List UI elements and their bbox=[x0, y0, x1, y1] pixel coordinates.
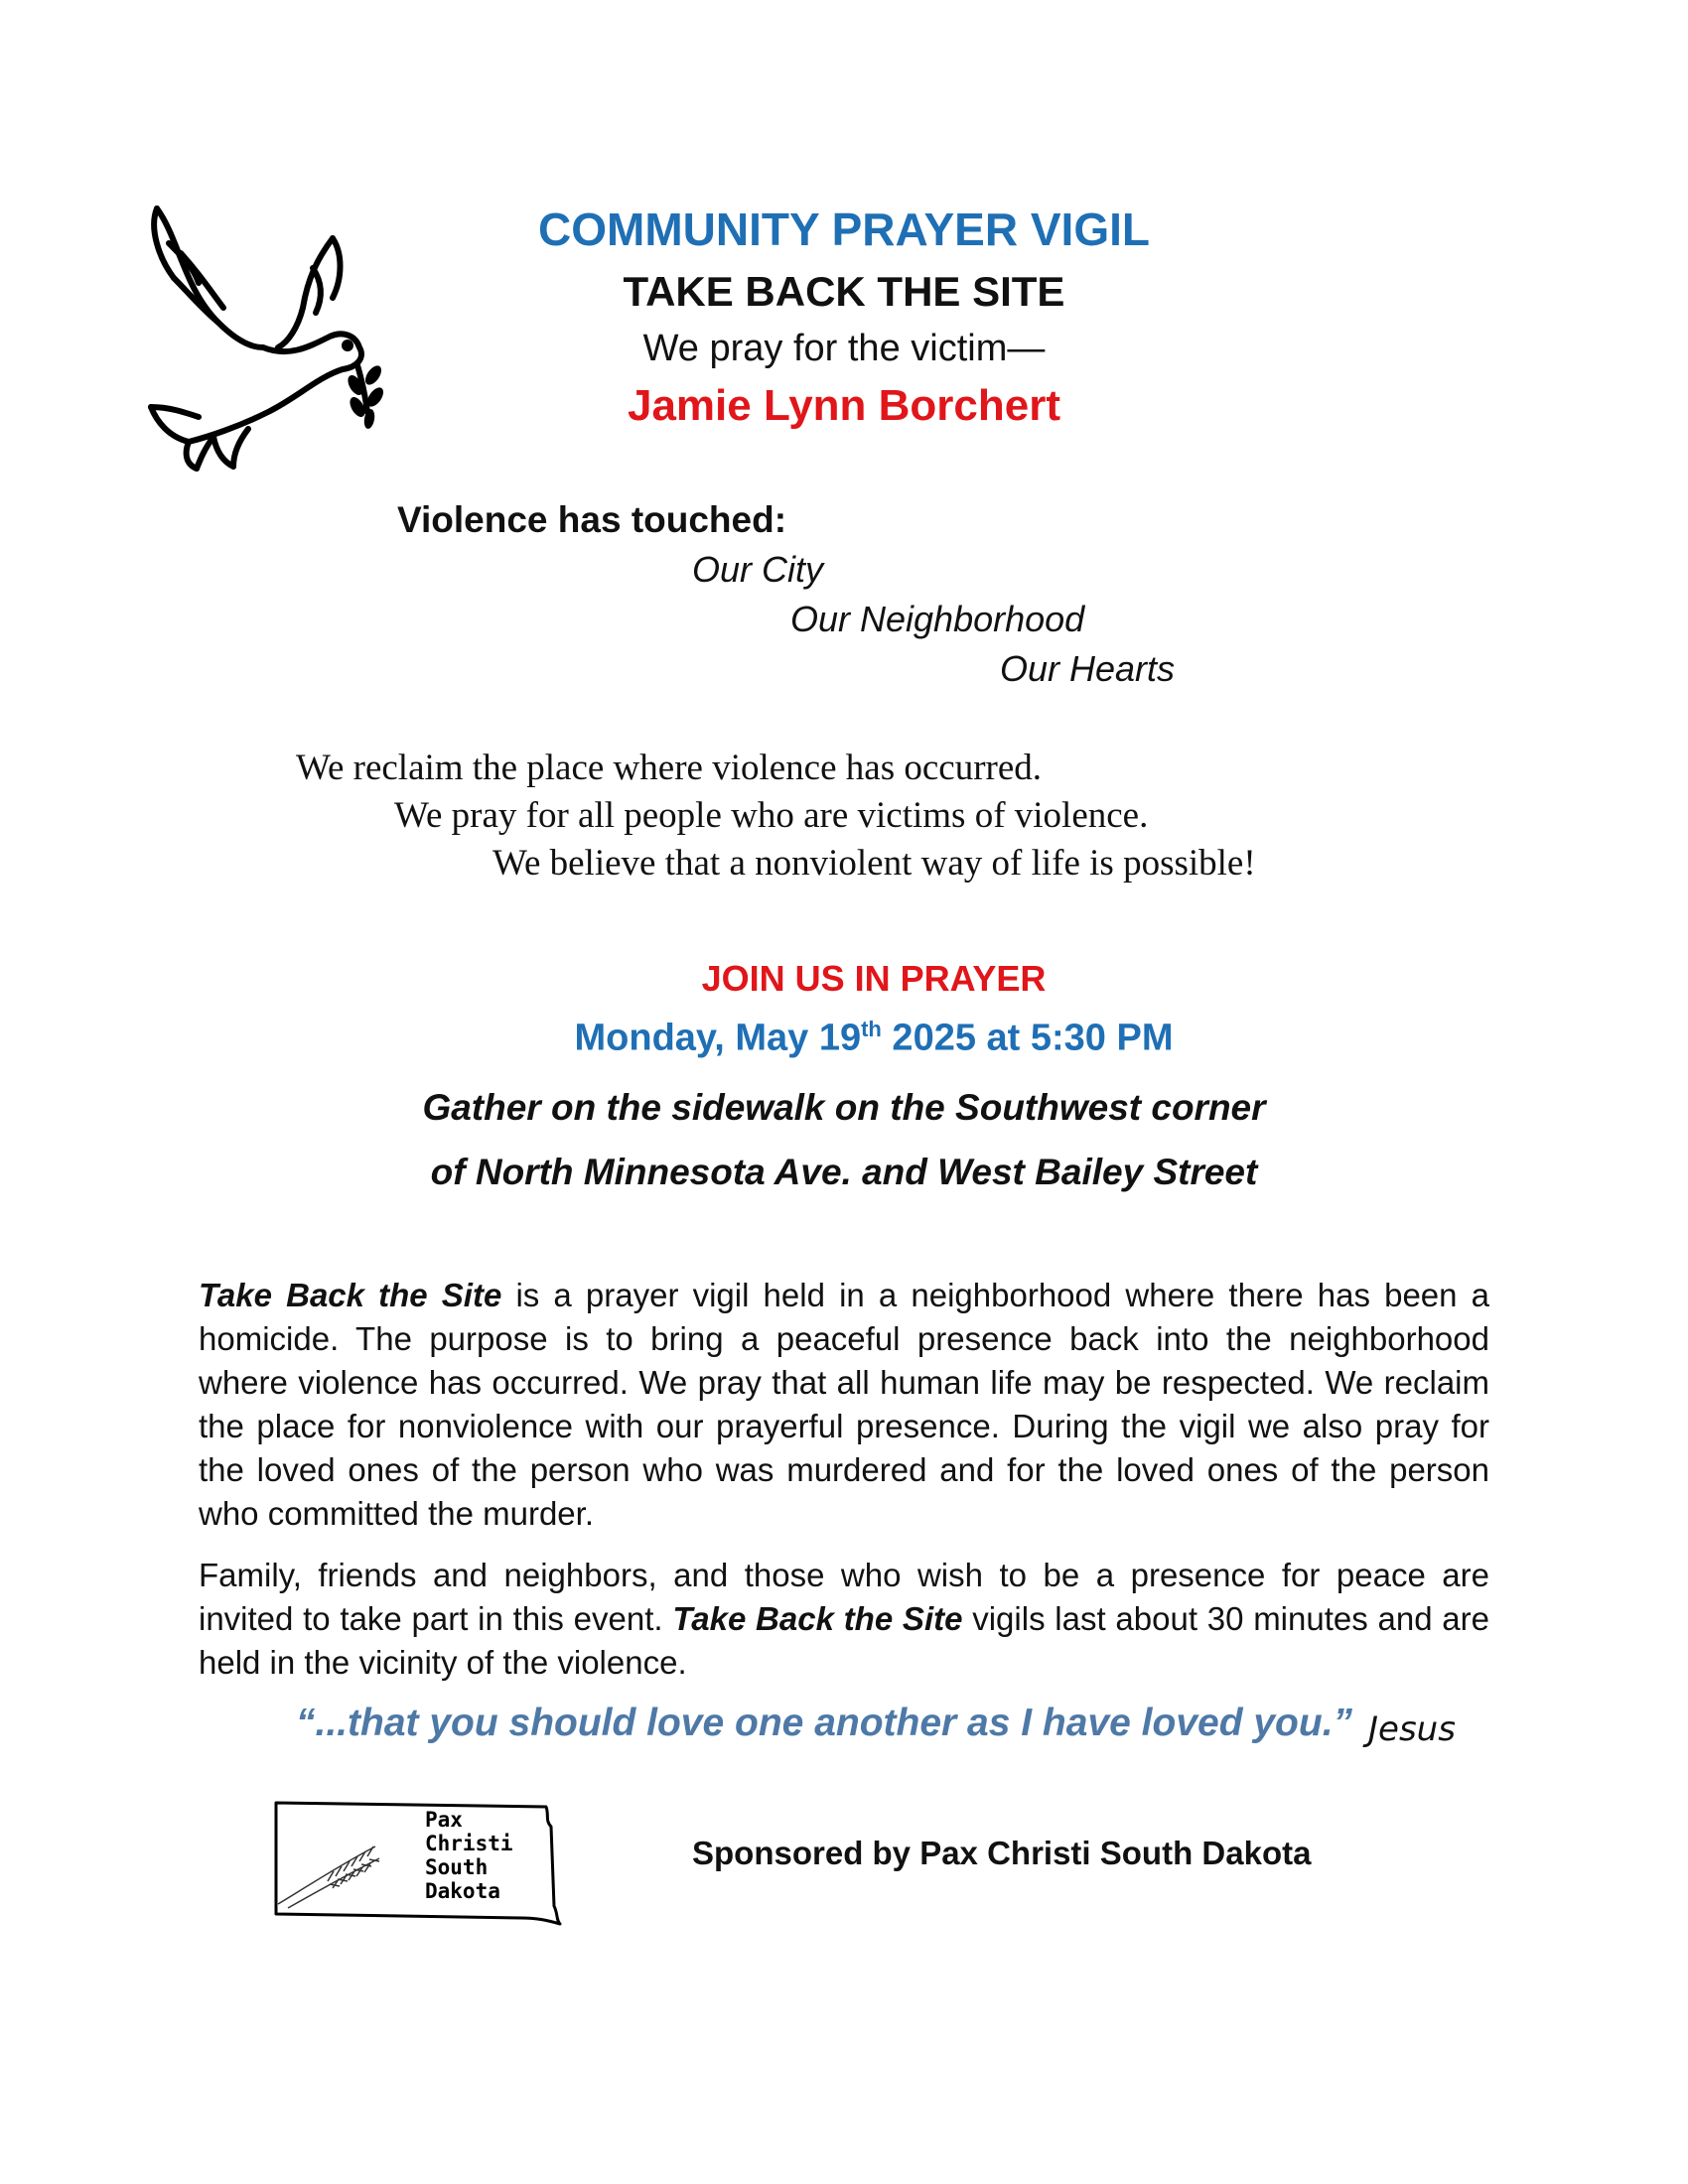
page-title: COMMUNITY PRAYER VIGIL bbox=[538, 204, 1150, 255]
violence-heading: Violence has touched: bbox=[397, 499, 787, 540]
event-location-line: of North Minnesota Ave. and West Bailey Street bbox=[430, 1152, 1258, 1192]
event-date-time: 2025 at 5:30 PM bbox=[881, 1017, 1174, 1059]
description-text: vigils last about 30 minutes and are held in the vicinity of the violence. bbox=[199, 1600, 1489, 1681]
logo-text: Dakota bbox=[425, 1879, 500, 1903]
description-text: is a prayer vigil held in a neighborhood where there has been a homicide. The purpose is to bring a peaceful presence back into the neighborhood where violence has occurred. We pray that all human life may be respected. We reclaim the place for nonviolence with our prayerful presence. During the vigil we also pray for the loved ones of the person who was murdered and for the loved ones of the person who committed the murder. bbox=[199, 1277, 1489, 1532]
logo-text: Pax bbox=[425, 1808, 463, 1832]
sponsor-line: Sponsored by Pax Christi South Dakota bbox=[692, 1835, 1312, 1871]
description-text: Family, friends and neighbors, and those who wish to be a presence for peace are invited to take part in this event. bbox=[199, 1557, 1489, 1637]
wheat-icon bbox=[278, 1846, 379, 1908]
program-name: Take Back the Site bbox=[199, 1277, 502, 1313]
reclaim-line: We reclaim the place where violence has occurred. bbox=[296, 748, 1043, 788]
violence-line: Our City bbox=[692, 549, 824, 590]
event-date-suffix: th bbox=[861, 1017, 882, 1041]
victim-name: Jamie Lynn Borchert bbox=[627, 381, 1061, 430]
program-name: Take Back the Site bbox=[672, 1600, 963, 1637]
reclaim-line: We pray for all people who are victims of violence. bbox=[394, 795, 1149, 836]
scripture-quote: “...that you should love one another as I have loved you.” bbox=[296, 1702, 1353, 1744]
logo-text: Christi bbox=[425, 1832, 513, 1855]
event-location-line: Gather on the sidewalk on the Southwest corner bbox=[422, 1087, 1266, 1128]
south-dakota-outline bbox=[276, 1803, 560, 1924]
event-date-main: Monday, May 19 bbox=[574, 1017, 862, 1059]
logo-text: South bbox=[425, 1855, 489, 1879]
violence-line: Our Neighborhood bbox=[790, 599, 1085, 639]
dove-icon bbox=[139, 199, 397, 472]
description-paragraph bbox=[199, 1554, 1489, 1685]
page-subtitle: TAKE BACK THE SITE bbox=[623, 268, 1065, 315]
reclaim-line: We believe that a nonviolent way of life is possible! bbox=[492, 843, 1256, 884]
quote-attribution: Jesus bbox=[1368, 1709, 1456, 1749]
pax-christi-logo bbox=[268, 1797, 576, 1926]
join-heading: JOIN US IN PRAYER bbox=[701, 958, 1047, 999]
pray-line: We pray for the victim— bbox=[642, 328, 1046, 369]
violence-line: Our Hearts bbox=[1000, 648, 1176, 689]
description-paragraph bbox=[199, 1274, 1489, 1536]
event-date bbox=[397, 1017, 1350, 1060]
